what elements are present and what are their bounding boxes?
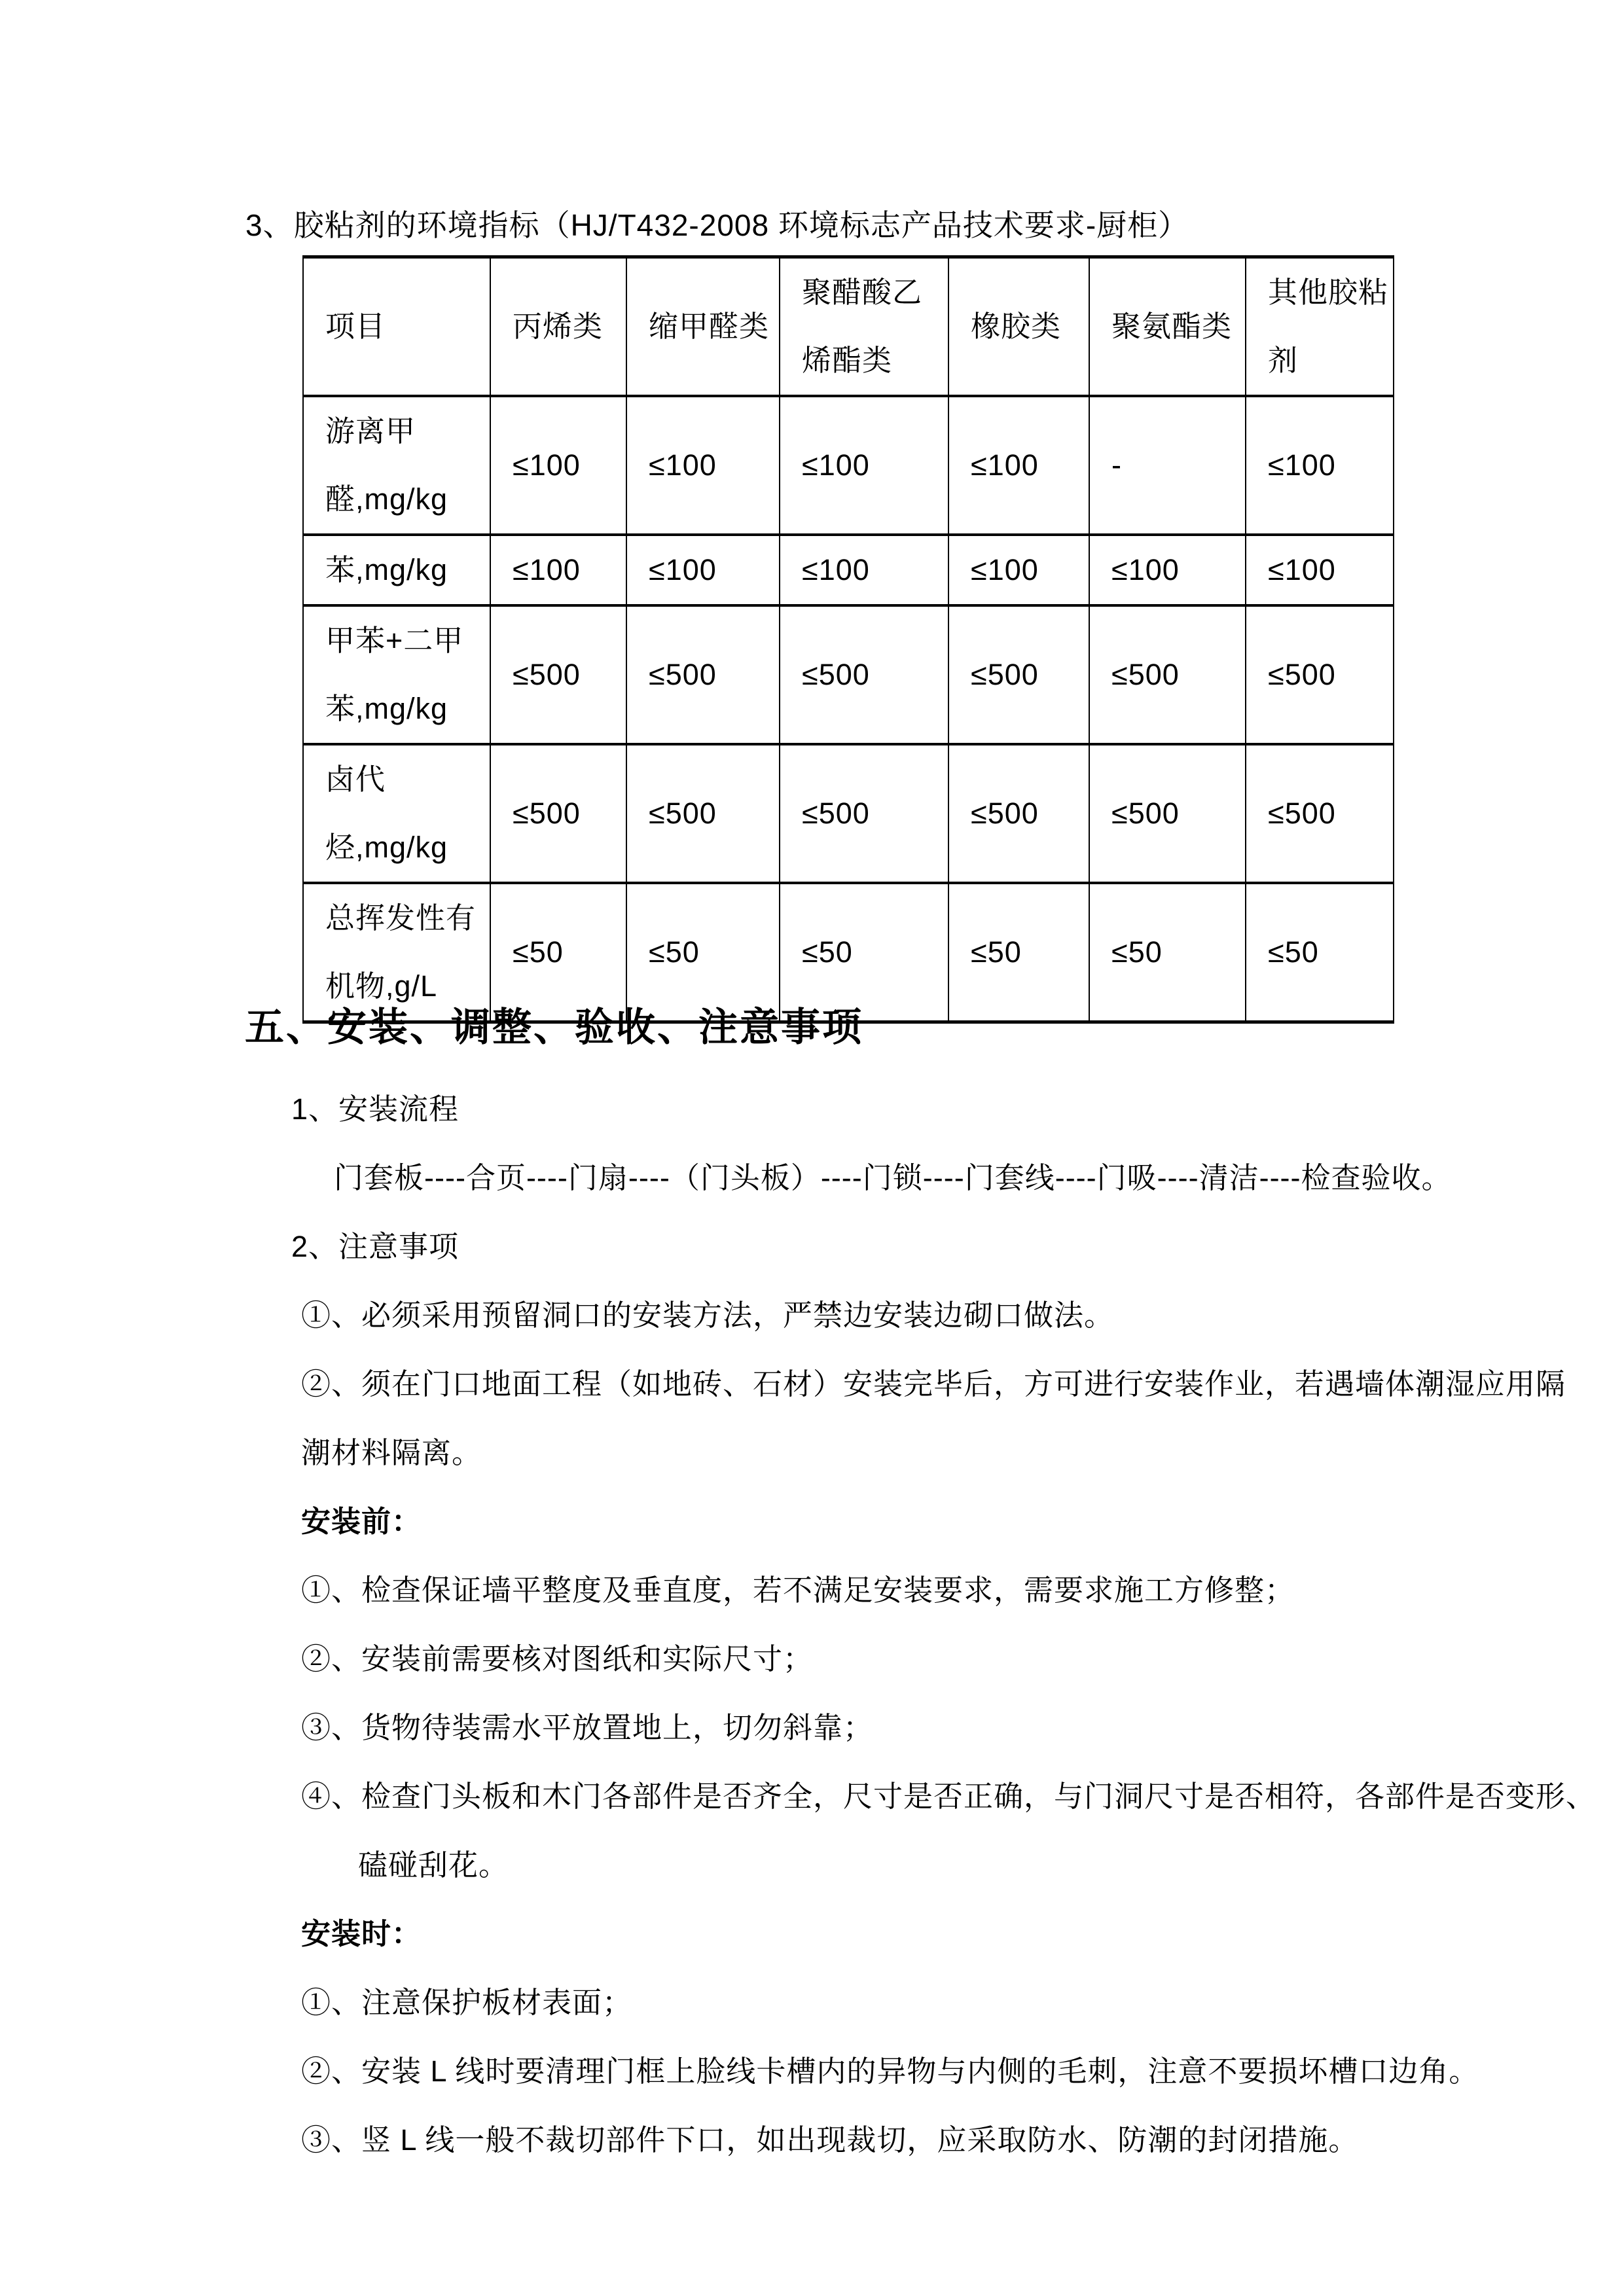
col-header-pva: 聚醋酸乙 烯酯类 bbox=[780, 257, 948, 397]
table-row bbox=[303, 744, 1394, 883]
value-cell: ≤500 bbox=[1089, 605, 1246, 744]
value-cell: ≤50 bbox=[1089, 883, 1246, 1022]
value-cell: ≤500 bbox=[948, 605, 1089, 744]
col-header-rubber: 橡胶类 bbox=[948, 257, 1089, 397]
value-cell: ≤500 bbox=[626, 605, 780, 744]
before-item-1: ①、检查保证墙平整度及垂直度，若不满足安装要求，需要求施工方修整； bbox=[301, 1573, 1295, 1607]
table-row bbox=[303, 883, 1394, 1022]
value-cell: ≤500 bbox=[948, 744, 1089, 883]
adhesive-env-table bbox=[302, 255, 1394, 1024]
during-install-label: 安装时： bbox=[301, 1917, 422, 1950]
table-header-row bbox=[303, 257, 1394, 397]
value-cell: ≤100 bbox=[626, 535, 780, 605]
value-cell: ≤500 bbox=[1089, 744, 1246, 883]
row-label-cell: 总挥发性有 机物,g/L bbox=[303, 883, 490, 1022]
before-item-2: ②、安装前需要核对图纸和实际尺寸； bbox=[301, 1642, 814, 1676]
table-row bbox=[303, 535, 1394, 605]
value-cell: ≤500 bbox=[780, 605, 948, 744]
value-cell: ≤100 bbox=[1089, 535, 1246, 605]
section-3-title: 3、胶粘剂的环境指标（HJ/T432-2008 环境标志产品技术要求-厨柜） bbox=[245, 208, 1189, 242]
install-flow-sequence: 门套板----合页----门扇----（门头板）----门锁----门套线----门吸----清洁----检查验收。 bbox=[334, 1161, 1452, 1194]
table-row bbox=[303, 396, 1394, 535]
value-cell: ≤500 bbox=[1246, 744, 1394, 883]
install-flow-label: 1、安装流程 bbox=[291, 1092, 460, 1126]
row-label-cell: 卤代 烃,mg/kg bbox=[303, 744, 490, 883]
value-cell: ≤50 bbox=[490, 883, 626, 1022]
value-cell: ≤500 bbox=[1246, 605, 1394, 744]
before-item-4-cont: 磕碰刮花。 bbox=[358, 1848, 509, 1882]
value-cell: - bbox=[1089, 396, 1246, 535]
value-cell: ≤100 bbox=[490, 396, 626, 535]
value-cell: ≤100 bbox=[780, 396, 948, 535]
value-cell: ≤100 bbox=[490, 535, 626, 605]
col-header-acrylic: 丙烯类 bbox=[490, 257, 626, 397]
notes-label: 2、注意事项 bbox=[291, 1230, 460, 1263]
before-install-label: 安装前： bbox=[301, 1505, 422, 1538]
value-cell: ≤50 bbox=[780, 883, 948, 1022]
value-cell: ≤50 bbox=[948, 883, 1089, 1022]
section-5-heading: 五、安装、调整、验收、注意事项 bbox=[245, 1005, 863, 1049]
note-item-2: ②、须在门口地面工程（如地砖、石材）安装完毕后，方可进行安装作业，若遇墙体潮湿应用隔 bbox=[301, 1367, 1566, 1401]
col-header-item: 项目 bbox=[303, 257, 490, 397]
row-label-cell: 苯,mg/kg bbox=[303, 535, 490, 605]
value-cell: ≤100 bbox=[626, 396, 780, 535]
value-cell: ≤100 bbox=[1246, 535, 1394, 605]
value-cell: ≤100 bbox=[948, 396, 1089, 535]
value-cell: ≤100 bbox=[780, 535, 948, 605]
value-cell: ≤100 bbox=[948, 535, 1089, 605]
col-header-formal: 缩甲醛类 bbox=[626, 257, 780, 397]
value-cell: ≤100 bbox=[1246, 396, 1394, 535]
value-cell: ≤50 bbox=[1246, 883, 1394, 1022]
value-cell: ≤500 bbox=[490, 605, 626, 744]
value-cell: ≤500 bbox=[626, 744, 780, 883]
value-cell: ≤500 bbox=[490, 744, 626, 883]
before-item-3: ③、货物待装需水平放置地上，切勿斜靠； bbox=[301, 1711, 874, 1744]
row-label-cell: 甲苯+二甲 苯,mg/kg bbox=[303, 605, 490, 744]
before-item-4: ④、检查门头板和木门各部件是否齐全，尺寸是否正确，与门洞尺寸是否相符，各部件是否变形、 bbox=[301, 1780, 1597, 1813]
during-item-1: ①、注意保护板材表面； bbox=[301, 1986, 633, 2019]
row-label-cell: 游离甲 醛,mg/kg bbox=[303, 396, 490, 535]
value-cell: ≤500 bbox=[780, 744, 948, 883]
during-item-2: ②、安装 L 线时要清理门框上脸线卡槽内的异物与内侧的毛刺，注意不要损坏槽口边角。 bbox=[301, 2054, 1479, 2088]
col-header-pu: 聚氨酯类 bbox=[1089, 257, 1246, 397]
note-item-2-cont: 潮材料隔离。 bbox=[301, 1436, 482, 1469]
table-row bbox=[303, 605, 1394, 744]
col-header-other: 其他胶粘 剂 bbox=[1246, 257, 1394, 397]
during-item-3: ③、竖 L 线一般不裁切部件下口，如出现裁切，应采取防水、防潮的封闭措施。 bbox=[301, 2123, 1359, 2157]
value-cell: ≤50 bbox=[626, 883, 780, 1022]
installation-notes bbox=[245, 1075, 1597, 2174]
note-item-1: ①、必须采用预留洞口的安装方法，严禁边安装边砌口做法。 bbox=[301, 1299, 1115, 1332]
